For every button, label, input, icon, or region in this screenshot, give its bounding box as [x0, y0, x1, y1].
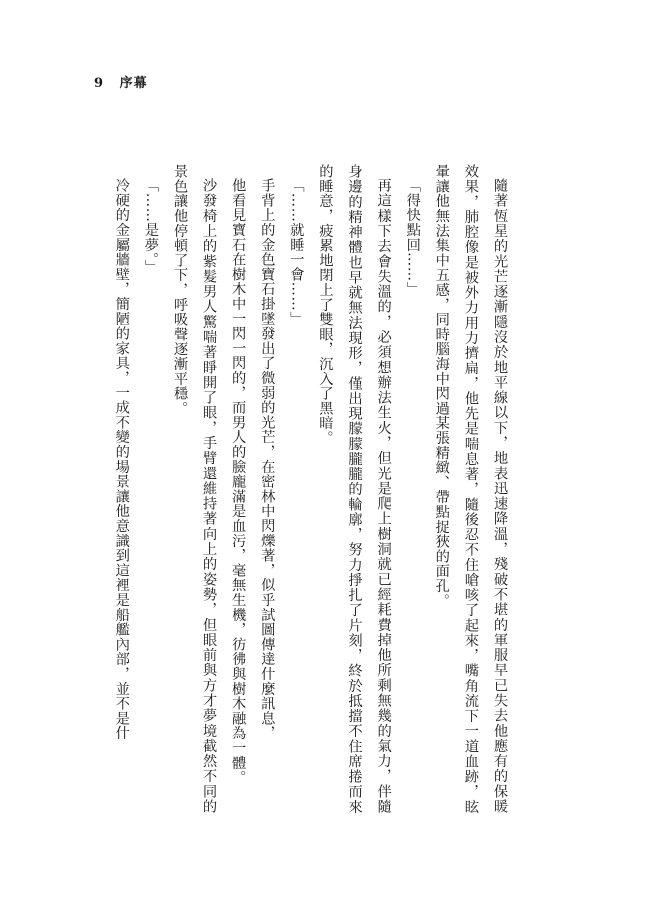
- dialogue-line: 「……就睡一會……」: [288, 178, 305, 327]
- paragraph: 他看見寶石在樹木中一閃一閃的，而男人的臉龐滿是血污，毫無生機，彷彿與樹木融為一體。: [230, 178, 247, 786]
- running-header: [94, 72, 148, 91]
- dialogue-line: 「……是夢。」: [142, 178, 159, 275]
- dialogue-line: 「得快點回……」: [404, 178, 421, 297]
- body-text: [90, 164, 514, 814]
- paragraph: 隨著恆星的光芒逐漸隱沒於地平線以下，地表迅速降溫，殘破不堪的軍服早已失去他應有的保暖效果，肺腔像是被外力用力擠扁，他先是喘息著，隨後忍不住嗆咳了起來，嘴角流下一道血跡，眩暈讓他無法集中五感，同時腦海中閃過某張精緻、帶點捉狹的面孔。: [433, 164, 508, 814]
- chapter-title: 序幕: [119, 76, 148, 91]
- paragraph: 冷硬的金屬牆壁，簡陋的家具，一成不變的場景讓他意識到這裡是船艦內部，並不是什: [113, 178, 130, 741]
- paragraph: 手背上的金色寶石掛墜發出了微弱的光芒，在密林中閃爍著，似乎試圖傳達什麼訊息，: [259, 178, 276, 741]
- paragraph: 沙發椅上的紫髮男人驚喘著睜開了眼，手臂還維持著向上的姿勢，但眼前與方才夢境截然不同的景色讓他停頓了下，呼吸聲逐漸平穩。: [171, 164, 218, 814]
- page-number: 9: [94, 76, 105, 91]
- paragraph: 再這樣下去會失溫的，必須想辦法生火，但光是爬上樹洞就已經耗費掉他所剩無幾的氣力，伴隨身邊的精神體也早就無法現形，僅出現朦朦朧朧的輪廓，努力掙扎了片刻，終於抵擋不住席捲而來的睡意，疲累地閉上了雙眼，沉入了黑暗。: [317, 164, 392, 814]
